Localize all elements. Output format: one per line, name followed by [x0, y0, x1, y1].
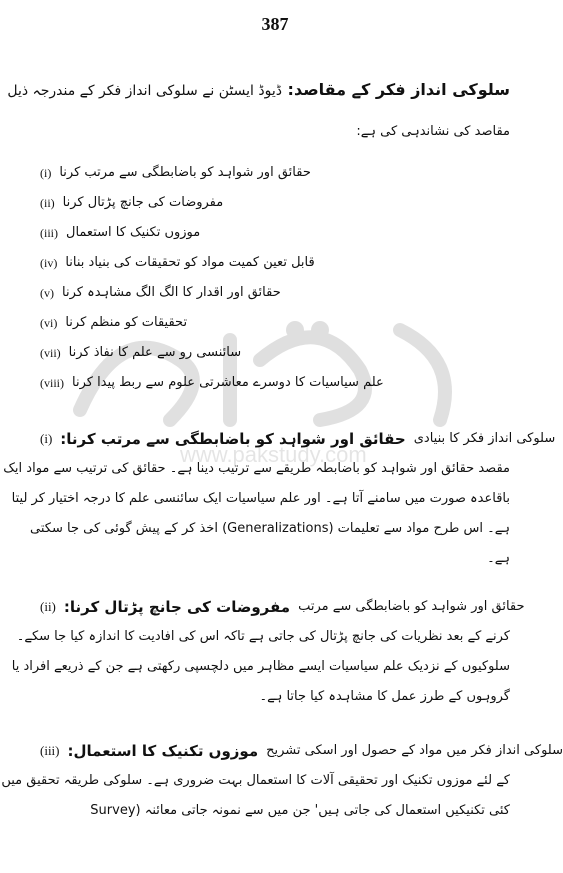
section-number: (ii)	[40, 599, 56, 614]
list-number: (ii)	[40, 196, 55, 210]
page-number: 387	[261, 14, 289, 34]
list-number: (vi)	[40, 316, 58, 330]
section-facts	[3, 424, 556, 574]
section-title-bold: موزوں تکنیک کا استعمال:	[67, 742, 259, 760]
list-text: علم سیاسیات کا دوسرے معاشرتی علوم سے ربط پیدا کرنا	[72, 375, 384, 390]
list-item	[40, 158, 510, 188]
section-title-bold: مفروضات کی جانچ پڑتال کرنا:	[63, 598, 291, 616]
list-number: (i)	[40, 166, 52, 180]
section-hypotheses	[11, 592, 525, 712]
list-text: موزوں تکنیک کا استعمال	[66, 225, 201, 240]
section-title	[40, 424, 556, 454]
list-text: حقائق اور اقدار کا الگ الگ مشاہدہ کرنا	[62, 285, 281, 300]
list-item	[40, 278, 510, 308]
paragraph-line: کئی تکنیکیں استعمال کی جاتی ہیں' جن میں سے نمونہ جاتی معائنہ (Survey	[90, 803, 510, 818]
objectives-list	[40, 158, 510, 398]
list-item	[40, 248, 510, 278]
list-text: سائنسی رو سے علم کا نفاذ کرنا	[68, 345, 242, 360]
section-title-bold: حقائق اور شواہد کو باضابطگی سے مرتب کرنا:	[60, 430, 406, 448]
section-technique	[1, 736, 563, 826]
section-number: (i)	[40, 431, 53, 446]
section-heading	[7, 80, 510, 99]
list-number: (vii)	[40, 346, 61, 360]
list-text: مفروضات کی جانچ پڑتال کرنا	[62, 195, 224, 210]
section-title-tail: سلوکی انداز فکر میں مواد کے حصول اور اسکی تشریح	[266, 743, 563, 758]
section-title-tail: سلوکی انداز فکر کا بنیادی	[413, 431, 556, 446]
list-text: حقائق اور شواہد کو باضابطگی سے مرتب کرنا	[59, 165, 311, 180]
list-item	[40, 188, 510, 218]
paragraph-line: مقصد حقائق اور شواہد کو باضابطہ طریقے سے ترتیب دینا ہے۔ حقائق کی ترتیب سے مواد ایک	[3, 461, 510, 476]
list-number: (viii)	[40, 376, 64, 390]
paragraph-line: کے لئے موزوں تکنیک اور تحقیقی آلات کا استعمال بہت ضروری ہے۔ سلوکی طریقہ تحقیق میں	[1, 773, 510, 788]
section-title-tail: حقائق اور شواہد کو باضابطگی سے مرتب	[298, 599, 525, 614]
paragraph-line: ہے۔	[487, 551, 510, 566]
paragraph-line: کرنے کے بعد نظریات کی جانچ پڑتال کی جاتی ہے تاکہ اس کی افادیت کا اندازہ کیا جا سکے۔	[16, 629, 510, 644]
heading-title: سلوکی انداز فکر کے مقاصد:	[287, 80, 510, 99]
list-item	[40, 368, 510, 398]
list-number: (iv)	[40, 256, 58, 270]
list-text: تحقیقات کو منظم کرنا	[65, 315, 188, 330]
list-text: قابل تعین کمیت مواد کو تحقیقات کی بنیاد بنانا	[65, 255, 315, 270]
paragraph-line: سلوکیوں کے نزدیک علم سیاسیات ایسے مظاہر میں دلچسپی رکھتی ہے جن کے ذریعے افراد یا	[11, 659, 510, 674]
intro-text: مقاصد کی نشاندہی کی ہے:	[356, 124, 510, 139]
section-title	[40, 736, 563, 766]
watermark-url: www.pakstudy.com	[180, 442, 367, 467]
list-item	[40, 308, 510, 338]
section-title	[40, 592, 525, 622]
list-item	[40, 338, 510, 368]
list-item	[40, 218, 510, 248]
paragraph-line: ہے۔ اس طرح مواد سے تعلیمات (Generalizations) اخذ کر کے پیش گوئی کی جا سکتی	[30, 521, 510, 536]
heading-text: ڈیوڈ ایسٹن نے سلوکی انداز فکر کے مندرجہ ذیل	[7, 83, 282, 99]
list-number: (v)	[40, 286, 54, 300]
section-number: (iii)	[40, 743, 60, 758]
list-number: (iii)	[40, 226, 58, 240]
paragraph-line: باقاعدہ صورت میں سامنے آتا ہے۔ اور علم سیاسیات ایک سائنسی علم کا درجہ اختیار کر لیتا	[11, 491, 510, 506]
paragraph-line: گروہوں کے طرز عمل کا مشاہدہ کیا جاتا ہے۔	[259, 689, 510, 704]
